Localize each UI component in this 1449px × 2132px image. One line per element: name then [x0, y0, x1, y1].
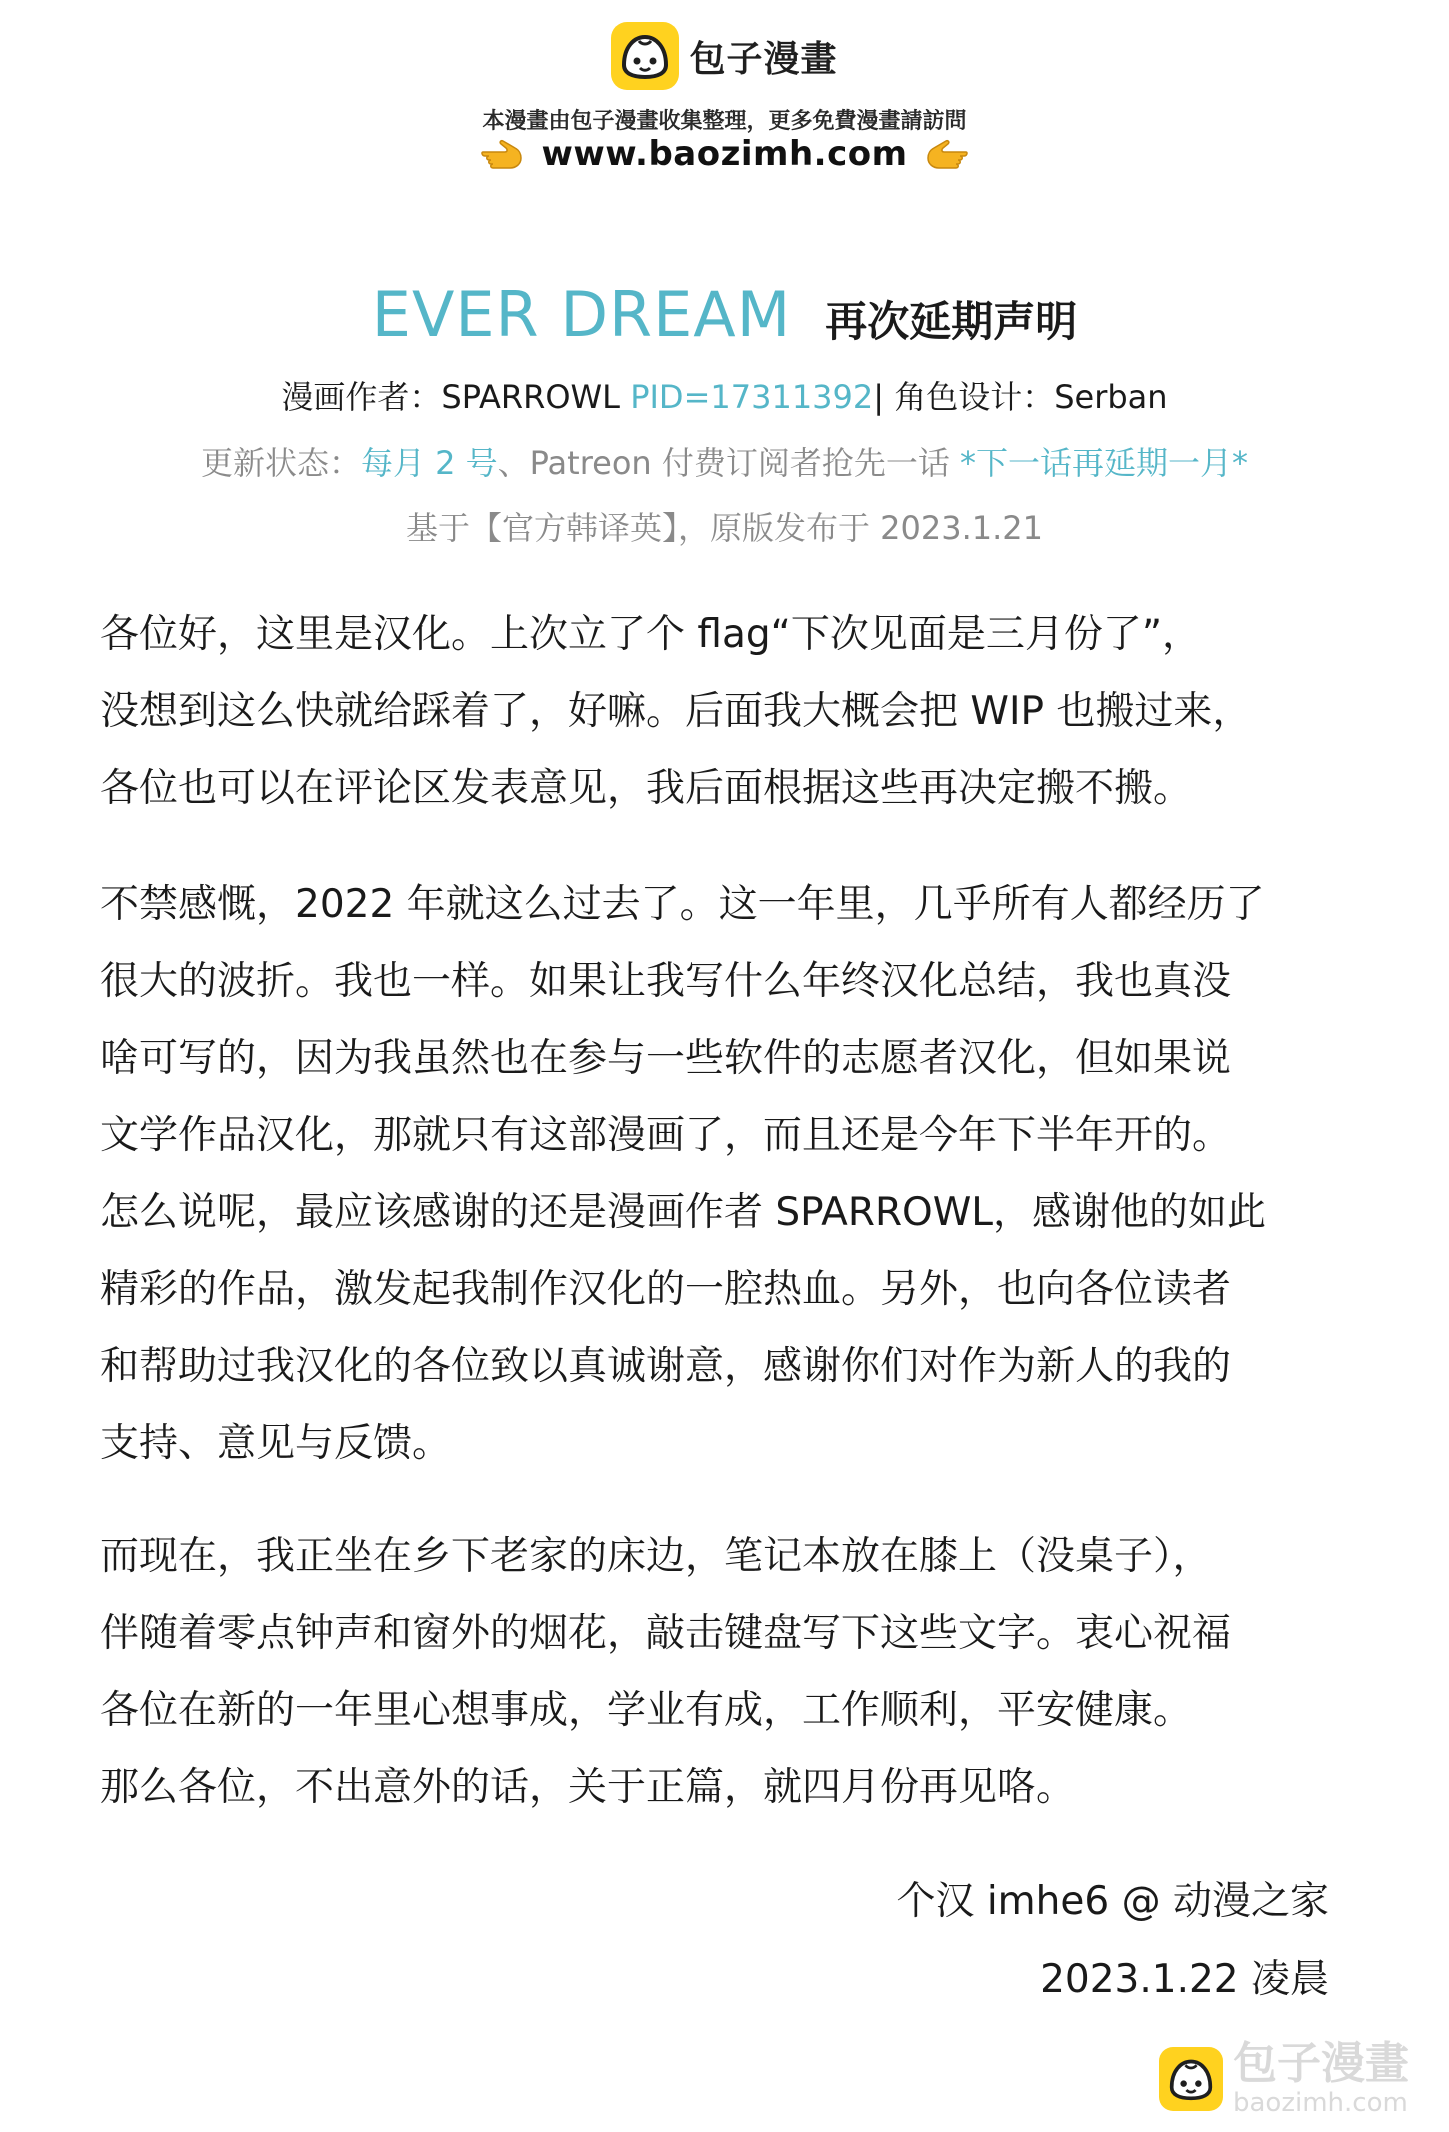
brand-header — [0, 22, 1449, 90]
credits-separator: | — [873, 378, 895, 416]
paragraph-line: 支持、意见与反馈。 — [100, 1421, 452, 1466]
author-pid: PID=17311392 — [630, 378, 874, 416]
status-schedule: 每月 2 号 — [360, 444, 498, 482]
status-line — [0, 438, 1449, 484]
paragraph-line: 各位好，这里是汉化。上次立了个 flag“下次见面是三月份了”， — [100, 612, 1202, 657]
paragraph-line: 文学作品汉化，那就只有这部漫画了，而且还是今年下半年开的。 — [100, 1113, 1232, 1158]
status-delay: *下一话再延期一月* — [960, 444, 1249, 482]
source-line: 基于【官方韩译英】，原版发布于 2023.1.21 — [405, 509, 1044, 547]
pointing-hand-icon — [481, 138, 525, 170]
signature-date: 2023.1.22 凌晨 — [1040, 1957, 1329, 2002]
pointing-hand-icon — [924, 138, 968, 170]
paragraph-line: 很大的波折。我也一样。如果让我写什么年终汉化总结，我也真没 — [100, 959, 1232, 1004]
watermark-name: 包子漫畫 — [1233, 2038, 1409, 2089]
status-mid: 、Patreon 付费订阅者抢先一话 — [497, 444, 961, 482]
paragraph-3 — [100, 1518, 1350, 1826]
paragraph-line: 而现在，我正坐在乡下老家的床边，笔记本放在膝上（没桌子）， — [100, 1534, 1212, 1579]
watermark-url: baozimh.com — [1233, 2088, 1408, 2118]
credits-line — [0, 372, 1449, 418]
paragraph-2 — [100, 866, 1350, 1482]
paragraph-line: 啥可写的，因为我虽然也在参与一些软件的志愿者汉化，但如果说 — [100, 1036, 1232, 1081]
author-label: 漫画作者：SPARROWL — [281, 378, 631, 416]
paragraph-line: 各位在新的一年里心想事成，学业有成，工作顺利，平安健康。 — [100, 1688, 1193, 1733]
watermark-text — [1233, 2038, 1409, 2118]
page-title — [0, 278, 1449, 351]
design-label: 角色设计：Serban — [894, 378, 1168, 416]
brand-subtitle: 本漫畫由包子漫畫收集整理，更多免費漫畫請訪問 — [482, 109, 967, 134]
paragraph-1 — [100, 596, 1350, 827]
brand-url-link[interactable]: www.baozimh.com — [541, 134, 908, 174]
paragraph-line: 那么各位，不出意外的话，关于正篇，就四月份再见咯。 — [100, 1765, 1076, 1810]
paragraph-line: 怎么说呢，最应该感谢的还是漫画作者 SPARROWL，感谢他的如此 — [100, 1190, 1267, 1235]
status-label: 更新状态： — [200, 444, 361, 482]
paragraph-line: 和帮助过我汉化的各位致以真诚谢意，感谢你们对作为新人的我的 — [100, 1344, 1232, 1389]
brand-name: 包子漫畫 — [689, 38, 838, 80]
paragraph-line: 没想到这么快就给踩着了，好嘛。后面我大概会把 WIP 也搬过来， — [100, 689, 1252, 734]
paragraph-line: 各位也可以在评论区发表意见，我后面根据这些再决定搬不搬。 — [100, 766, 1193, 811]
title-chinese: 再次延期声明 — [825, 297, 1078, 346]
bun-logo-icon — [611, 22, 679, 90]
watermark — [1159, 2038, 1409, 2118]
signature-author: 个汉 imhe6 @ 动漫之家 — [896, 1879, 1329, 1924]
brand-url-row — [0, 134, 1449, 174]
bun-logo-icon — [1159, 2047, 1223, 2111]
paragraph-line: 不禁感慨，2022 年就这么过去了。这一年里，几乎所有人都经历了 — [100, 882, 1265, 927]
paragraph-line: 精彩的作品，激发起我制作汉化的一腔热血。另外，也向各位读者 — [100, 1267, 1232, 1312]
paragraph-line: 伴随着零点钟声和窗外的烟花，敲击键盘写下这些文字。衷心祝福 — [100, 1611, 1232, 1656]
title-english: EVER DREAM — [371, 278, 792, 351]
